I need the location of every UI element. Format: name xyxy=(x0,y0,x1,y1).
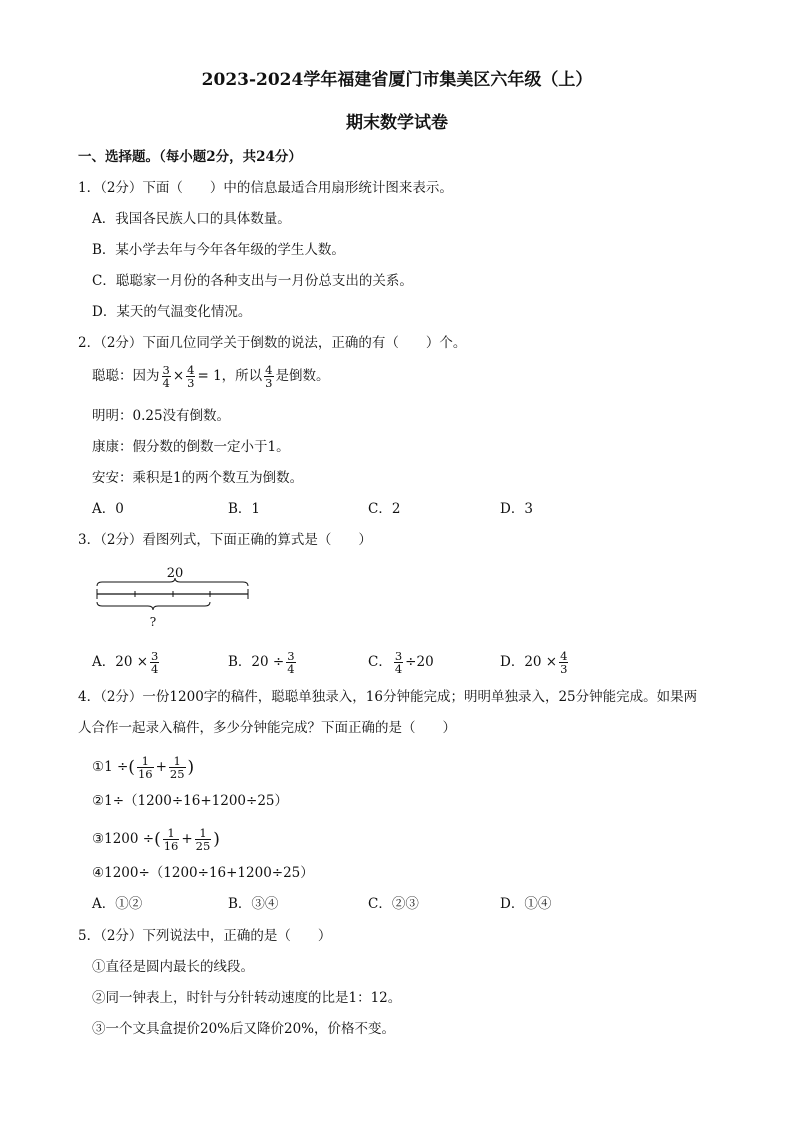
fraction-denominator: 25 xyxy=(169,767,185,781)
fraction xyxy=(195,827,212,852)
q2-congcong-prefix: 聪聪：因为 xyxy=(92,368,160,384)
section1-heading: 一、选择题。（每小题2分，共24分） xyxy=(78,149,302,165)
fraction-numerator: 3 xyxy=(287,649,295,663)
times-sign: × xyxy=(172,368,185,384)
exam-title-line2: 期末数学试卷 xyxy=(346,113,448,133)
q4-option-d: D．①④ xyxy=(500,896,552,912)
option-text: A．20 × xyxy=(92,654,149,670)
option-text: D．20 × xyxy=(500,654,558,670)
q4-option-b: B．③④ xyxy=(228,896,279,912)
fraction-denominator: 4 xyxy=(394,662,403,676)
q2-congcong-middle: ，所以 xyxy=(221,368,263,384)
option-text: C． xyxy=(368,654,392,670)
q1-option-c: C．聪聪家一月份的各种支出与一月份总支出的关系。 xyxy=(92,273,413,289)
open-paren: ( xyxy=(154,829,161,850)
q2-congcong xyxy=(92,362,330,390)
q2-stem: 2．（2分）下面几位同学关于倒数的说法，正确的有（ ）个。 xyxy=(78,335,467,351)
q2-congcong-suffix: 是倒数。 xyxy=(275,368,330,384)
q4-item3 xyxy=(92,824,220,855)
fraction-numerator: 4 xyxy=(265,363,273,377)
fraction xyxy=(264,364,273,389)
q3-option-d xyxy=(500,648,570,676)
q2-option-c: C．2 xyxy=(368,501,401,517)
equals-one: = 1 xyxy=(197,368,222,384)
q2-kangkang: 康康：假分数的倒数一定小于1。 xyxy=(92,439,290,455)
plus-sign: + xyxy=(181,831,193,847)
close-paren: ) xyxy=(187,757,195,778)
q1-option-d: D．某天的气温变化情况。 xyxy=(92,304,252,320)
fraction-numerator: 1 xyxy=(169,755,186,768)
q4-item4: ④1200÷（1200÷16+1200÷25） xyxy=(92,865,314,881)
fraction xyxy=(137,755,154,780)
option-text: ÷20 xyxy=(405,654,434,670)
q2-option-d: D．3 xyxy=(500,501,533,517)
q5-stem: 5．（2分）下列说法中，正确的是（ ） xyxy=(78,928,332,944)
item-text: ①1 ÷ xyxy=(92,759,129,775)
item-text: ③1200 ÷ xyxy=(92,831,155,847)
fraction xyxy=(394,650,403,675)
close-paren: ) xyxy=(213,829,220,850)
q2-mingming: 明明：0.25没有倒数。 xyxy=(92,408,231,424)
fraction-denominator: 25 xyxy=(195,839,211,853)
q3-option-a xyxy=(92,648,161,676)
fraction xyxy=(169,755,186,780)
fraction-numerator: 3 xyxy=(162,363,170,377)
fraction xyxy=(286,650,295,675)
fraction-denominator: 4 xyxy=(151,662,159,676)
q4-item1 xyxy=(92,752,194,783)
q2-option-b: B．1 xyxy=(228,501,261,517)
q4-item2: ②1÷（1200÷16+1200÷25） xyxy=(92,793,289,809)
q2-anan: 安安：乘积是1的两个数互为倒数。 xyxy=(92,470,304,486)
fraction-denominator: 16 xyxy=(163,839,179,853)
diagram-unknown-label: ? xyxy=(149,615,157,629)
fraction-denominator: 3 xyxy=(265,376,273,390)
q4-stem-line1: 4．（2分）一份1200字的稿件，聪聪单独录入，16分钟能完成；明明单独录入，25分钟能完成。如果两 xyxy=(78,689,698,705)
fraction-denominator: 4 xyxy=(162,376,170,390)
exam-title-line1: 2023-2024学年福建省厦门市集美区六年级（上） xyxy=(201,70,593,90)
fraction-numerator: 1 xyxy=(163,827,180,840)
q5-item1: ①直径是圆内最长的线段。 xyxy=(92,959,254,975)
q4-option-c: C．②③ xyxy=(368,896,419,912)
fraction-numerator: 1 xyxy=(137,755,154,768)
fraction xyxy=(163,827,180,852)
q2-option-a: A．0 xyxy=(92,501,124,517)
q1-option-b: B．某小学去年与今年各年级的学生人数。 xyxy=(92,242,345,258)
fraction xyxy=(186,364,195,389)
diagram-bottom-brace xyxy=(97,602,210,610)
q1-option-a: A．我国各民族人口的具体数量。 xyxy=(92,211,291,227)
q3-stem: 3．（2分）看图列式，下面正确的算式是（ ） xyxy=(78,532,372,548)
segment-diagram xyxy=(90,562,260,634)
fraction-denominator: 3 xyxy=(560,662,568,676)
q4-stem-line2: 人合作一起录入稿件，多少分钟能完成？下面正确的是（ ） xyxy=(78,720,456,736)
fraction-numerator: 4 xyxy=(187,363,195,377)
q1-stem: 1．（2分）下面（ ）中的信息最适合用扇形统计图来表示。 xyxy=(78,180,453,196)
fraction xyxy=(150,650,159,675)
fraction-denominator: 3 xyxy=(187,376,195,390)
fraction xyxy=(162,364,171,389)
q5-item3: ③一个文具盒提价20%后又降价20%，价格不变。 xyxy=(92,1021,396,1037)
fraction-denominator: 4 xyxy=(287,662,295,676)
option-text: B．20 ÷ xyxy=(228,654,285,670)
fraction-numerator: 4 xyxy=(560,649,568,663)
fraction-numerator: 1 xyxy=(195,827,212,840)
q3-option-b xyxy=(228,648,298,676)
fraction-numerator: 3 xyxy=(394,649,403,663)
q4-option-a: A．①② xyxy=(92,896,143,912)
plus-sign: + xyxy=(155,759,167,775)
fraction-denominator: 16 xyxy=(137,767,153,781)
fraction xyxy=(559,650,568,675)
open-paren: ( xyxy=(128,757,135,778)
q5-item2: ②同一钟表上，时针与分针转动速度的比是1：12。 xyxy=(92,990,402,1006)
fraction-numerator: 3 xyxy=(151,649,159,663)
q3-option-c xyxy=(368,648,434,676)
diagram-total-label: 20 xyxy=(166,566,184,581)
